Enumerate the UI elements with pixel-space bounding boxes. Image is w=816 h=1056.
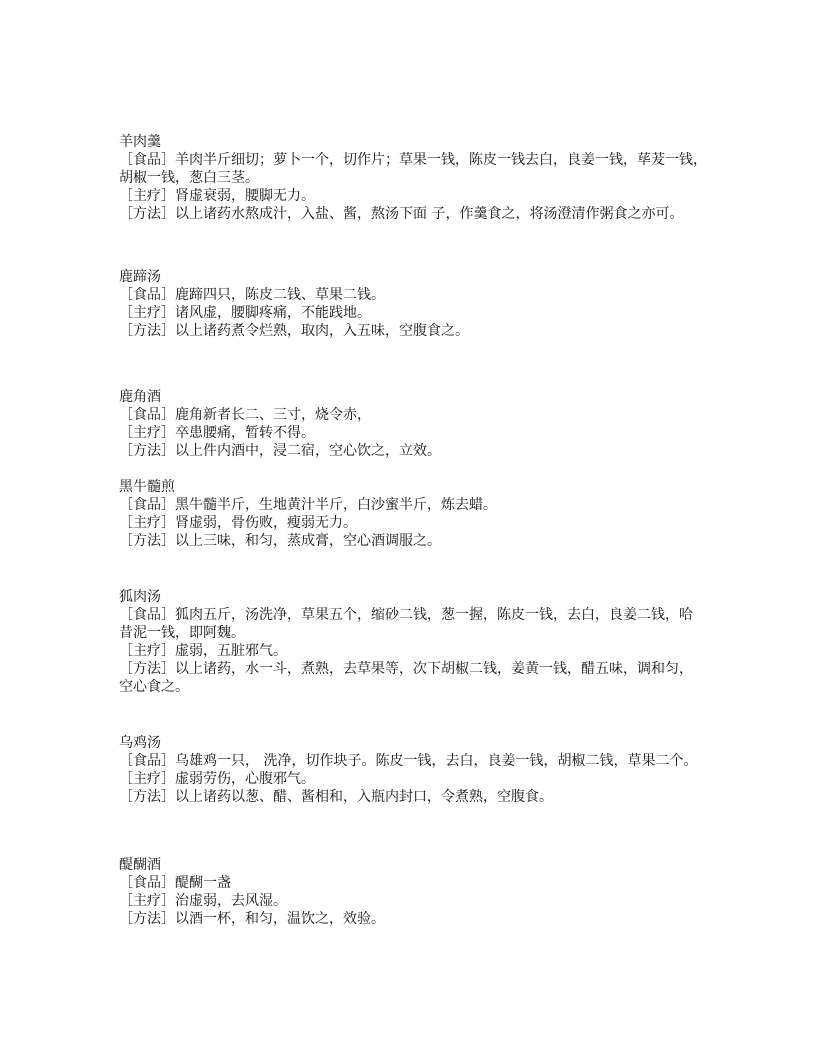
recipe-line: ［方法］以上诸药以葱、醋、酱相和，入瓶内封口，令煮熟，空腹食。 — [119, 789, 553, 805]
recipe-title: 鹿角酒 — [119, 389, 161, 405]
recipe-title: 醍醐酒 — [119, 857, 161, 873]
recipe-section — [119, 268, 719, 340]
recipe-line: ［食品］醍醐一盏 — [119, 875, 231, 891]
recipe-line: 胡椒一钱，葱白三茎。 — [119, 170, 259, 186]
recipe-line: ［食品］鹿蹄四只，陈皮二钱、草果二钱。 — [119, 287, 385, 303]
recipe-section — [119, 856, 719, 928]
recipe-line: ［食品］狐肉五斤，汤洗净，草果五个，缩砂二钱，葱一握，陈皮一钱，去白，良姜二钱，哈 — [119, 607, 693, 623]
recipe-section — [119, 734, 719, 806]
recipe-section — [119, 588, 719, 696]
recipe-title: 鹿蹄汤 — [119, 269, 161, 285]
recipe-line: ［食品］乌雄鸡一只， 洗净，切作块子。陈皮一钱，去白，良姜一钱，胡椒二钱，草果二个。 — [119, 753, 698, 769]
recipe-line: ［主疗］治虚弱，去风湿。 — [119, 893, 287, 909]
recipe-line: ［主疗］虚弱劳伤，心腹邪气。 — [119, 771, 315, 787]
recipe-line: ［方法］以上诸药，水一斗，煮熟，去草果等，次下胡椒二钱，姜黄一钱，醋五味，调和匀， — [119, 661, 693, 677]
recipe-line: ［食品］鹿角新者长二、三寸，烧令赤， — [119, 407, 371, 423]
recipe-line: ［方法］以酒一杯，和匀，温饮之，效验。 — [119, 911, 385, 927]
recipe-line: ［主疗］虚弱，五脏邪气。 — [119, 643, 287, 659]
recipe-title: 乌鸡汤 — [119, 735, 161, 751]
recipe-line: ［方法］以上件内酒中，浸二宿，空心饮之，立效。 — [119, 443, 441, 459]
recipe-line: ［方法］以上三味，和匀，蒸成膏，空心酒调服之。 — [119, 533, 441, 549]
recipe-line: 空心食之。 — [119, 679, 189, 695]
recipe-line: ［主疗］卒患腰痛，暂转不得。 — [119, 425, 315, 441]
recipe-section — [119, 133, 719, 223]
recipe-section — [119, 478, 719, 550]
recipe-section — [119, 388, 719, 460]
recipe-title: 黑牛髓煎 — [119, 479, 175, 495]
recipe-line: ［主疗］诸风虚，腰脚疼痛，不能践地。 — [119, 305, 371, 321]
recipe-line: ［食品］黑牛髓半斤，生地黄汁半斤，白沙蜜半斤，炼去蜡。 — [119, 497, 497, 513]
recipe-line: ［主疗］肾虚弱，骨伤败，瘦弱无力。 — [119, 515, 357, 531]
recipe-line: 昔泥一钱，即阿魏。 — [119, 625, 245, 641]
recipe-line: ［方法］以上诸药煮令烂熟，取肉，入五味，空腹食之。 — [119, 323, 469, 339]
recipe-title: 狐肉汤 — [119, 589, 161, 605]
recipe-line: ［主疗］肾虚衰弱，腰脚无力。 — [119, 188, 315, 204]
recipe-title: 羊肉羹 — [119, 134, 161, 150]
recipe-line: ［方法］以上诸药水熬成汁，入盐、酱，熬汤下面 子，作羹食之，将汤澄清作粥食之亦可。 — [119, 206, 684, 222]
recipe-line: ［食品］羊肉半斤细切；萝卜一个，切作片；草果一钱，陈皮一钱去白，良姜一钱，荜茇一钱， — [119, 152, 707, 168]
